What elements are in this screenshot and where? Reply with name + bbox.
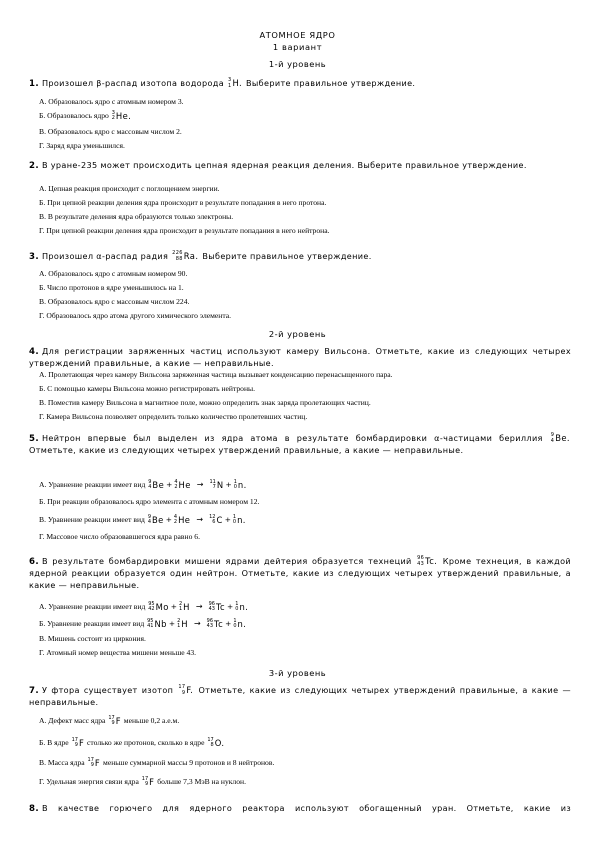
nuclide-formula: 17 9 F [71, 737, 85, 749]
question-4 [29, 346, 571, 370]
answer-option: Г. Массовое число образовавшегося ядра равно 6. [39, 532, 200, 541]
question-number: 6. [29, 557, 39, 568]
answer-option: В. Мишень состоит из циркония. [39, 634, 146, 643]
nuclide-formula: 96 43 Tc [206, 618, 224, 630]
nuclide-formula: 17 8 O. [207, 737, 225, 749]
reaction-equation: 9 4 Be + 4 2 He → 12 6 C + 1 0 n. [147, 514, 246, 526]
nuclide-formula: 1 0 n. [235, 601, 249, 613]
answer-option: В. Образовалось ядро с массовым числом 2. [39, 127, 182, 136]
reaction-equation: 95 42 Mo + 2 1 H → 96 43 Tc + 1 0 n. [148, 601, 249, 613]
nuclide-formula: 2 1 H [177, 618, 188, 630]
question-number: 2. [29, 161, 39, 171]
nuclide-formula: 95 42 Mo [148, 601, 169, 613]
question-5 [29, 433, 571, 457]
answer-option: А. Пролетающая через камеру Вильсона заряженная частица вызывает конденсацию перенасыщенного пара. [39, 370, 393, 379]
nuclide-formula: 226 88 Ra. [172, 250, 199, 262]
nuclide-formula: 11 7 N [209, 479, 224, 491]
answer-option: Б. В ядре 17 9 F столько же протонов, сколько в ядре 17 8 O. [39, 737, 225, 749]
question-number: 3. [29, 252, 39, 263]
document-title: АТОМНОЕ ЯДРО [259, 30, 336, 40]
question-number: 5. [29, 434, 39, 445]
answer-option: Б. Образовалось ядро 3 2 He. [39, 110, 132, 122]
answer-option: А. Уравнение реакции имеет вид 9 4 Be + 4 2 He → 11 7 N + 1 0 n. [39, 479, 247, 491]
nuclide-formula: 95 41 Nb [147, 618, 167, 630]
nuclide-formula: 3 2 He. [111, 110, 132, 122]
level-heading-1: 1-й уровень [268, 59, 327, 69]
question-text-after: Выберите правильное утверждение. [199, 251, 372, 262]
question-text: Произошел α-распад радия [41, 251, 169, 262]
question-text-after: Кроме технеция, в каждой ядерной реакции образуется один нейтрон. Отметьте, какие из следующих четырех утверждений правильные, а какие — неправильные. [29, 556, 571, 590]
nuclide-formula: 17 9 F [141, 776, 155, 788]
answer-option: Г. Камера Вильсона позволяет определить только количество пролетевших частиц. [39, 412, 308, 421]
question-text-after: Выберите правильное утверждение. [243, 78, 416, 89]
nuclide-formula: 2 1 H [178, 601, 190, 613]
answer-option: А. Образовалось ядро с атомным номером 90. [39, 269, 188, 278]
answer-option: В. В результате деления ядра образуются только электроны. [39, 212, 234, 221]
question-text: Для регистрации заряженных частиц используют камеру Вильсона. Отметьте, какие из следующих четырех утверждений правильные, а какие — неправильные. [29, 346, 571, 369]
nuclide-formula: 17 9 F [87, 757, 101, 769]
nuclide-formula: 4 2 He [173, 514, 191, 526]
answer-option: Г. Заряд ядра уменьшился. [39, 141, 125, 150]
question-text-after: Отметьте, какие из следующих четырех утверждений правильные, а какие — неправильные. [29, 685, 571, 708]
answer-option: Г. Атомный номер вещества мишени меньше 43. [39, 648, 197, 657]
answer-option: Г. Образовалось ядро атома другого химического элемента. [39, 311, 232, 320]
nuclide-formula: 96 43 Tc [208, 601, 226, 613]
nuclide-formula: 9 4 Be [148, 479, 165, 491]
question-8 [29, 803, 571, 815]
answer-option: В. Образовалось ядро с массовым числом 224. [39, 297, 190, 306]
reaction-equation: 9 4 Be + 4 2 He → 11 7 N + 1 0 n. [148, 479, 247, 491]
question-6 [29, 556, 571, 591]
answer-option: В. Масса ядра 17 9 F меньше суммарной массы 9 протонов и 8 нейтронов. [39, 757, 275, 769]
answer-option: А. Цепная реакция происходит с поглощением энергии. [39, 184, 220, 193]
variant-label: 1 вариант [272, 42, 323, 52]
level-heading-3: 3-й уровень [268, 668, 327, 678]
nuclide-formula: 3 1 H. [227, 77, 243, 89]
question-number: 4. [29, 347, 39, 357]
answer-option: Б. Уравнение реакции имеет вид 95 41 Nb + 2 1 H → 96 43 Tc + 1 0 n. [39, 618, 247, 630]
question-number: 8. [29, 804, 39, 814]
nuclide-formula: 1 0 n. [233, 618, 247, 630]
nuclide-formula: 9 4 Be. [550, 432, 570, 444]
answer-option: В. Уравнение реакции имеет вид 9 4 Be + 4 2 He → 12 6 C + 1 0 n. [39, 514, 246, 526]
answer-option: Б. Число протонов в ядре уменьшилось на 1. [39, 283, 184, 292]
question-3 [29, 251, 571, 263]
answer-option: Г. Удельная энергия связи ядра 17 9 F больше 7,3 МэВ на нуклон. [39, 776, 246, 788]
nuclide-formula: 4 2 He [174, 479, 191, 491]
question-text: У фтора существует изотоп [41, 685, 174, 696]
nuclide-formula: 9 4 Be [147, 514, 164, 526]
nuclide-formula: 12 6 C [209, 514, 223, 526]
question-text: Произошел β-распад изотопа водорода [41, 78, 225, 89]
reaction-equation: 95 41 Nb + 2 1 H → 96 43 Tc + 1 0 n. [147, 618, 247, 630]
nuclide-formula: 17 9 F. [178, 684, 194, 696]
question-text-after: Отметьте, какие из следующих четырех утверждений правильные, а какие — неправильные. [29, 445, 464, 456]
nuclide-formula: 17 9 F [108, 715, 121, 727]
nuclide-formula: 1 0 n. [232, 514, 246, 526]
question-text: В результате бомбардировки мишени ядрами дейтерия образуется технеций [41, 556, 412, 567]
answer-option: А. Дефект масс ядра 17 9 F меньше 0,2 а.е.м. [39, 715, 180, 727]
answer-option: Б. С помощью камеры Вильсона можно регистрировать нейтроны. [39, 384, 256, 393]
answer-option: А. Уравнение реакции имеет вид 95 42 Mo + 2 1 H → 96 43 Tc + 1 0 n. [39, 601, 249, 613]
level-heading-2: 2-й уровень [268, 329, 327, 339]
question-text: Нейтрон впервые был выделен из ядра атома в результате бомбардировки α-частицами бериллия [41, 433, 543, 444]
answer-option: Г. При цепной реакции деления ядра происходит в результате попадания в него нейтрона. [39, 226, 330, 235]
answer-option: В. Поместив камеру Вильсона в магнитное поле, можно определить знак заряда пролетающих частиц. [39, 398, 371, 407]
question-text: В уране-235 может происходить цепная ядерная реакция деления. Выберите правильное утверждение. [41, 160, 527, 170]
question-1 [29, 78, 571, 90]
answer-option: Б. При цепной реакции деления ядра происходит в результате попадания в него протона. [39, 198, 327, 207]
nuclide-formula: 1 0 n. [233, 479, 247, 491]
nuclide-formula: 96 43 Tc. [417, 555, 438, 567]
answer-option: Б. При реакции образовалось ядро элемента с атомным номером 12. [39, 497, 260, 506]
question-7 [29, 685, 571, 709]
question-number: 1. [29, 79, 39, 90]
question-2 [29, 160, 571, 172]
question-number: 7. [29, 686, 39, 697]
answer-option: А. Образовалось ядро с атомным номером 3. [39, 97, 184, 106]
question-text: В качестве горючего для ядерного реактора используют обогащенный уран. Отметьте, какие из [41, 803, 571, 813]
